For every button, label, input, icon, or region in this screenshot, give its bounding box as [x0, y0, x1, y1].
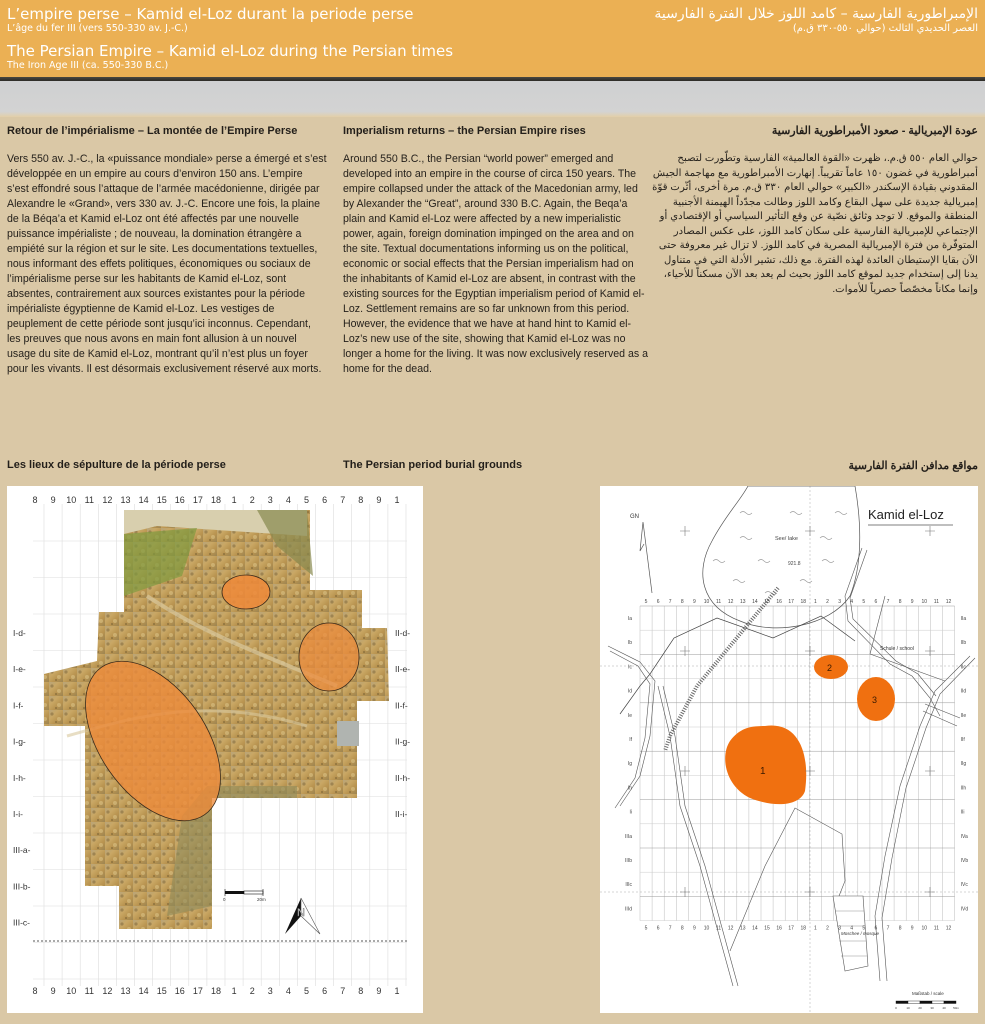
intro-ar-heading: عودة الإمبريالية - صعود الأمبراطورية الفارسية: [771, 125, 978, 137]
building: [337, 721, 359, 746]
column-label-top: 1: [231, 495, 237, 505]
column-label-top: 8: [898, 599, 902, 605]
column-label-bottom: 6: [322, 986, 328, 996]
column-label-bottom: 8: [680, 925, 684, 932]
scale-segment: [932, 1001, 944, 1004]
column-label-bottom: 12: [727, 925, 734, 932]
grid-north-label: GN: [630, 514, 639, 520]
column-label-top: 6: [322, 495, 328, 505]
burial-area-label: 2: [827, 663, 833, 673]
column-label-top: 8: [32, 495, 38, 505]
intro-arabic: [650, 124, 978, 297]
column-label-top: 11: [84, 495, 94, 505]
scale-tick-label: 30: [930, 1006, 934, 1010]
column-label-bottom: 6: [656, 925, 660, 932]
column-label-top: 7: [340, 495, 346, 505]
row-label-right: IIb: [960, 640, 967, 647]
column-label-top: 6: [656, 599, 660, 605]
column-label-bottom: 7: [668, 925, 672, 932]
intro-fr-heading: Retour de l’impérialisme – La montée de l’Empire Perse: [7, 125, 298, 137]
scale-tick-label: 0: [895, 1006, 897, 1010]
column-label-top: 12: [945, 599, 952, 605]
column-label-bottom: 5: [303, 986, 310, 996]
column-label-top: 14: [138, 495, 149, 505]
column-label-bottom: 8: [32, 986, 38, 996]
mosque-label: Moschee / mosque: [841, 931, 880, 936]
column-label-top: 13: [740, 599, 746, 605]
row-label-left: III-a-: [13, 845, 31, 856]
header-en-subtitle: The Iron Age III (ca. 550-330 B.C.): [7, 60, 169, 71]
header-fr-subtitle: L’âge du fer III (vers 550-330 av. J.-C.): [7, 23, 188, 34]
header-ar-title: الإمبراطورية الفارسية – كامد اللوز خلال الفترة الفارسية: [654, 6, 978, 22]
burial-heading-en: The Persian period burial grounds: [343, 459, 523, 471]
intro-en-heading: Imperialism returns – the Persian Empire rises: [343, 125, 586, 137]
row-label-right: II-d-: [395, 628, 411, 638]
scale-bar: [223, 889, 266, 902]
column-label-bottom: 2: [249, 986, 255, 996]
row-label-right: IId: [960, 688, 967, 695]
header-arabic: [654, 5, 978, 35]
column-label-bottom: 6: [874, 925, 878, 932]
column-label-bottom: 11: [933, 925, 940, 932]
column-label-bottom: 14: [138, 986, 149, 996]
intro-english: [343, 124, 648, 377]
intro-ar-body: حوالي العام ٥٥٠ ق.م.، ظهرت «القوة العالمية» الفارسية وتطّورت لتصبح أمبراطورية في غضون ١٥٠ عاماً تقريباً. إنهارت الأمبراطورية مع مهاجمة الجيش المقدوني بقيادة الإسكندر «الكبير» حوالي العام ٣٣٠ ق.م. مرة أخرى، أثّرت قوّة إمبريالية جديدة على سهل البقاع وكامد اللوز وطالت مجدّداً الهيمنة الأجنبية المنطقة والموقع. لا توجد وثائق نصّية عن وقع التأثير السياسي أو الإقتصادي أو الإجتماعي للإمبريالية الفارسية على سكان كامد اللوز، على عكس المصادر المتوفّرة من فترة الإمبريالية المصرية في كامد اللوز. لا تزال غير معروفة حتى الآن بقايا الإستيطان العائدة لهذه الفترة. مع ذلك، تشير الأدلة التي في متناول يدنا إلى إستخدام جديد لموقع كامد اللوز بحيث لم يعد بعد الآن مسكناً للأحياء، وإنما مكاناً مخصّصاً حصرياً للأموات.: [652, 153, 978, 295]
column-label-bottom: 9: [376, 986, 382, 996]
header-en-title: The Persian Empire – Kamid el-Loz during the Persian times: [7, 42, 454, 60]
column-label-top: 6: [874, 599, 878, 605]
row-label-right: II-f-: [395, 700, 408, 711]
column-label-top: 11: [933, 599, 940, 605]
page-header: [0, 0, 985, 77]
column-label-top: 13: [120, 495, 131, 505]
row-label-left: I-i-: [13, 809, 23, 819]
column-label-top: 7: [886, 599, 890, 605]
column-label-top: 10: [703, 599, 710, 605]
elevation-label: 921.8: [788, 561, 801, 567]
column-label-bottom: 13: [120, 986, 131, 996]
aerial-map-svg: [7, 486, 423, 1013]
row-label-left: I-e-: [13, 664, 26, 675]
column-label-bottom: 11: [84, 986, 94, 996]
column-label-top: 12: [102, 495, 113, 505]
column-label-bottom: 16: [776, 925, 782, 932]
burial-area-label: 3: [872, 695, 878, 705]
row-label-right: IIg: [960, 761, 967, 768]
row-label-left: I-h-: [13, 772, 26, 783]
scale-segment: [920, 1001, 932, 1004]
row-label-left: I-g-: [13, 736, 26, 747]
scale-label: Maßstab / scale: [912, 991, 944, 996]
column-label-bottom: 4: [285, 986, 291, 996]
column-label-bottom: 9: [50, 986, 56, 996]
row-label-left: I-d-: [13, 628, 26, 638]
lake-outline: [703, 486, 860, 628]
intro-en-body: Around 550 B.C., the Persian “world power” emerged and developed into an empire in the course of circa 150 years. The empire collapsed under the attack of the Macedonian army, led by Alexander the “Great”, around 330 B.C. Again, the Beqa’a plain and Kamid el-Loz were affected by a new imperialistic power, again, foreign domination impinged on the area and on the site. Textual documentations informing us on the political, economic or social effects that the Persian imperialism had on the inhabitants of Kamid el-Loz are absent, in contrast with the existing sources for the Egyptian imperialism period of Kamid el-Loz. Settlement remains are so far unknown from this period. However, the evidence that we have at hand hint to Kamid el-Loz’s new use of the site, showing that Kamid el-Loz was no longer a home for the living. It was now exclusively reserved as a home for the dead.: [343, 153, 649, 375]
site-plan-map: [600, 486, 978, 1013]
survey-crosses: [680, 526, 935, 897]
column-label-bottom: 2: [826, 925, 829, 932]
burial-area-1: [725, 726, 806, 805]
scale-tick-label: 20: [918, 1006, 922, 1010]
row-label-right: II-i-: [395, 809, 408, 819]
column-label-top: 5: [303, 495, 310, 505]
column-label-bottom: 12: [945, 925, 952, 932]
column-label-bottom: 15: [764, 925, 770, 932]
burial-area-highlight: [299, 623, 359, 691]
row-label-left: Ii: [629, 809, 632, 816]
header-french: [7, 5, 413, 35]
column-label-bottom: 15: [156, 986, 167, 996]
column-label-top: 1: [814, 599, 817, 605]
column-label-bottom: 5: [644, 925, 648, 932]
plan-map-svg: [600, 486, 978, 1013]
row-label-left: IIId: [625, 906, 632, 913]
grey-band: [0, 81, 985, 117]
lake-label: See/ lake: [775, 536, 798, 542]
column-label-top: 18: [210, 495, 222, 505]
row-label-right: IVa: [960, 833, 968, 840]
column-label-bottom: 1: [814, 925, 817, 932]
column-label-bottom: 5: [862, 925, 866, 932]
column-label-top: 5: [644, 599, 648, 605]
row-label-right: IIc: [960, 664, 966, 671]
north-label: N: [297, 907, 305, 919]
column-label-bottom: 17: [192, 986, 203, 996]
row-label-right: II-h-: [395, 772, 411, 783]
burial-heading-ar: مواقع مدافن الفترة الفارسية: [848, 460, 978, 472]
column-label-bottom: 12: [102, 986, 113, 996]
column-label-bottom: 1: [231, 986, 237, 996]
row-label-left: Ia: [627, 616, 632, 622]
column-label-top: 10: [921, 599, 928, 605]
column-label-top: 2: [249, 495, 255, 505]
scale-end-label: 20m: [257, 897, 266, 902]
column-label-bottom: 9: [693, 925, 696, 932]
column-label-bottom: 9: [910, 925, 914, 932]
scale-segment: [944, 1001, 956, 1004]
column-label-top: 17: [788, 599, 794, 605]
column-label-top: 8: [680, 599, 684, 605]
column-label-top: 3: [838, 599, 841, 605]
column-label-top: 2: [826, 599, 829, 605]
scale-tick-label: 40: [942, 1006, 946, 1010]
column-label-top: 15: [156, 495, 167, 505]
row-label-right: IVb: [960, 858, 969, 864]
row-label-right: IIh: [960, 785, 967, 792]
row-label-left: Id: [627, 688, 632, 695]
row-label-left: III-c-: [13, 917, 30, 928]
column-label-bottom: 10: [921, 925, 928, 932]
intro-fr-body: Vers 550 av. J.-C., la «puissance mondiale» perse a émergé et s’est développée en un empire au cours d’environ 150 ans. L’empire s’est effondré sous l’attaque de l’armée macédonienne, dirigée par Alexandre le «Grand», vers 330 av. J.-C. Encore une fois, la plaine de la Béqa’a et Kamid el-Loz ont été affectés par une nouvelle puissance impérialiste ; de nouveau, la domination étrangère a empiété sur la région et sur le site. Les documentations textuelles, nous informant des effets politiques, économiques ou sociaux de l’impérialisme perse sur les habitants de Kamid el-Loz, sont absentes, contrairement aux sources existantes pour la période impérialiste égyptienne de Kamid el-Loz. Les vestiges de peuplement de cette période sont jusqu’ici inconnus. Cependant, les preuves que nous avons en main font allusion à un nouvel usage du site de Kamid el-Loz, montrant qu’il n’est plus un foyer pour les vivants. Il est désormais exclusivement réservé aux morts.: [7, 153, 327, 375]
column-label-bottom: 18: [210, 986, 222, 996]
column-label-bottom: 3: [838, 925, 841, 932]
column-label-bottom: 10: [66, 986, 77, 996]
column-label-top: 8: [358, 495, 364, 505]
column-label-bottom: 17: [788, 925, 794, 932]
row-label-right: IIa: [960, 616, 967, 622]
burial-area-label: 1: [760, 766, 766, 777]
column-label-bottom: 8: [898, 925, 902, 932]
row-label-right: IVc: [960, 882, 968, 889]
burial-heading-fr: Les lieux de sépulture de la période perse: [7, 459, 226, 471]
aerial-photo-map: [7, 486, 423, 1013]
column-label-bottom: 3: [267, 986, 273, 996]
column-label-top: 18: [800, 599, 807, 605]
column-label-top: 9: [50, 495, 56, 505]
row-label-right: IVd: [960, 906, 969, 913]
column-label-top: 1: [394, 495, 400, 505]
column-label-top: 17: [192, 495, 203, 505]
column-label-bottom: 4: [850, 925, 854, 932]
column-label-top: 5: [862, 599, 866, 605]
column-label-bottom: 13: [740, 925, 746, 932]
row-label-left: III-b-: [13, 881, 31, 892]
header-fr-title: L’empire perse – Kamid el-Loz durant la periode perse: [7, 5, 414, 23]
row-label-left: If: [629, 737, 632, 743]
column-label-bottom: 11: [715, 925, 722, 932]
column-label-top: 7: [668, 599, 672, 605]
plan-scale-bar: [895, 991, 959, 1010]
column-label-top: 16: [174, 495, 185, 505]
row-label-right: IIi: [960, 809, 965, 816]
burial-area-2: [814, 655, 848, 679]
column-label-bottom: 8: [358, 986, 364, 996]
scale-segment: [896, 1001, 908, 1004]
plan-title: Kamid el-Loz: [868, 507, 944, 522]
row-label-left: IIIb: [625, 858, 632, 864]
scale-start-label: 0: [223, 897, 226, 902]
row-label-left: IIIa: [625, 833, 632, 840]
burial-area-3: [857, 677, 895, 721]
column-label-top: 15: [764, 599, 770, 605]
row-label-right: II-e-: [395, 664, 411, 675]
column-label-top: 9: [910, 599, 914, 605]
column-label-bottom: 14: [752, 925, 758, 932]
scale-segment: [908, 1001, 920, 1004]
row-label-left: Ib: [627, 640, 632, 647]
column-label-top: 14: [752, 599, 758, 605]
water-symbols: [713, 512, 847, 595]
burial-area-highlight: [222, 575, 270, 609]
north-arrow-icon: [285, 898, 320, 934]
intro-french: [7, 124, 327, 377]
column-label-top: 12: [727, 599, 734, 605]
row-label-left: Ie: [627, 712, 632, 719]
column-label-bottom: 7: [886, 925, 890, 932]
column-label-top: 4: [285, 495, 291, 505]
scale-tick-label: 10: [906, 1006, 910, 1010]
row-label-left: IIIc: [625, 882, 632, 889]
column-label-bottom: 7: [340, 986, 346, 996]
column-label-top: 10: [66, 495, 77, 505]
row-label-right: IIf: [960, 737, 965, 743]
column-label-bottom: 18: [800, 925, 807, 932]
column-label-bottom: 16: [174, 986, 185, 996]
scale-tick-label: 50m: [953, 1006, 959, 1010]
school-label: Schule / school: [880, 646, 914, 652]
mosque: [833, 896, 880, 971]
row-label-left: Ig: [627, 761, 632, 768]
row-label-right: IIe: [960, 712, 967, 719]
header-english: [7, 42, 453, 72]
row-label-left: I-f-: [13, 700, 24, 711]
column-label-top: 16: [776, 599, 782, 605]
column-label-top: 3: [267, 495, 273, 505]
column-label-top: 9: [693, 599, 696, 605]
column-label-bottom: 10: [703, 925, 710, 932]
row-label-left: Ic: [628, 664, 632, 671]
column-label-top: 11: [715, 599, 722, 605]
row-label-right: II-g-: [395, 736, 411, 747]
column-label-top: 4: [850, 599, 854, 605]
grid-north-arrow-icon: [640, 522, 652, 593]
row-label-left: Ih: [627, 785, 632, 792]
header-ar-subtitle: العصر الحديدي الثالث (حوالي ٥٥٠-٣٣٠ ق.م): [792, 23, 978, 34]
column-label-top: 9: [376, 495, 382, 505]
column-label-bottom: 1: [394, 986, 400, 996]
